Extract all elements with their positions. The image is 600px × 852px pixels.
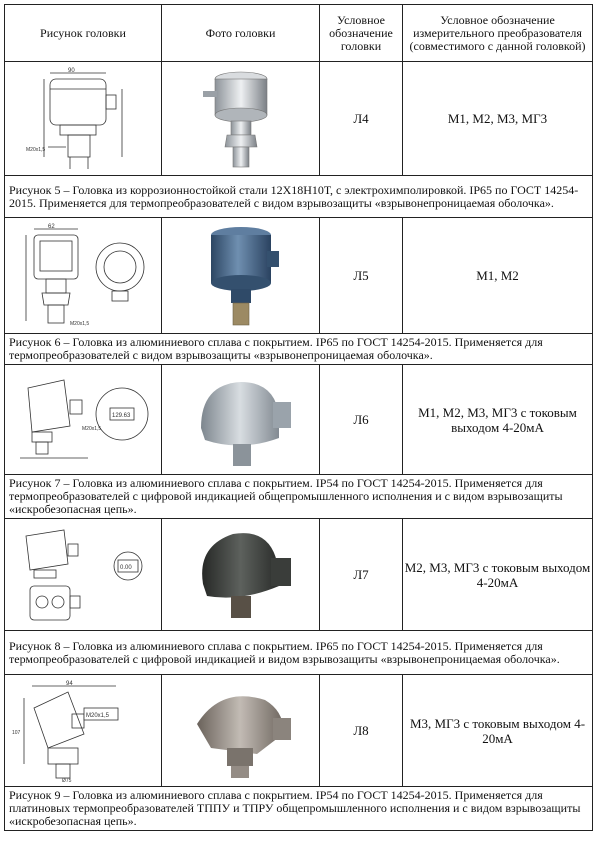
caption-row <box>5 176 593 218</box>
drawing-l5 <box>5 218 162 334</box>
dim-label: 62 <box>48 223 55 230</box>
drawing-l7-icon <box>8 522 158 628</box>
page <box>4 4 596 844</box>
drawing-l4 <box>5 62 162 176</box>
dim-label: 107 <box>12 729 21 736</box>
photo-l7 <box>162 519 320 631</box>
drawing-l4-icon <box>8 65 158 173</box>
code-l5: Л5 <box>320 218 403 334</box>
photo-l4-icon <box>181 65 301 173</box>
photo-l5-icon <box>181 221 301 331</box>
caption-row <box>5 334 593 365</box>
table-row <box>5 62 593 176</box>
table-row <box>5 218 593 334</box>
caption-fig6: Рисунок 6 – Головка из алюминиевого сплава с покрытием. IP65 по ГОСТ 14254-2015. Применяется для термопреобразователей с видом взрывозащиты «взрывонепроницаемая оболочка». <box>5 334 593 365</box>
photo-l8 <box>162 675 320 787</box>
caption-fig5: Рисунок 5 – Головка из коррозионностойкой стали 12Х18Н10Т, с электрохимполировкой. IP65 по ГОСТ 14254-2015. Применяется для термопреобразователей с видом взрывозащиты «взрывонепроницаемая оболочка». <box>5 176 593 218</box>
caption-row <box>5 787 593 831</box>
code-l6: Л6 <box>320 365 403 475</box>
drawing-l7 <box>5 519 162 631</box>
header-code: Условное обозначение головки <box>320 5 403 62</box>
photo-l5 <box>162 218 320 334</box>
caption-row <box>5 631 593 675</box>
dim-label: М20х1,5 <box>26 146 46 153</box>
photo-l6-icon <box>181 368 301 472</box>
table-row <box>5 519 593 631</box>
table-row <box>5 365 593 475</box>
drawing-l6 <box>5 365 162 475</box>
drawing-l8-icon <box>8 678 158 784</box>
photo-l6 <box>162 365 320 475</box>
code-l7: Л7 <box>320 519 403 631</box>
photo-l4 <box>162 62 320 176</box>
dim-label: М20х1,5 <box>70 320 90 327</box>
photo-l8-icon <box>181 678 301 784</box>
code-l8: Л8 <box>320 675 403 787</box>
heads-table <box>4 4 593 831</box>
compat-l8: М3, МГ3 с токовым выходом 4-20мА <box>403 675 593 787</box>
dim-label: М20х1,5 <box>86 712 110 719</box>
drawing-l6-icon <box>8 368 158 472</box>
dim-label: 90 <box>68 67 75 74</box>
caption-fig8: Рисунок 8 – Головка из алюминиевого сплава с покрытием. IP65 по ГОСТ 14254-2015. Применяется для термопреобразователей с цифровой индикацией и видом взрывозащиты «взрывонепроницаемая оболочка». <box>5 631 593 675</box>
header-compat: Условное обозначение измерительного преобразователя (совместимого с данной головкой) <box>403 5 593 62</box>
dim-label: М20х1,5 <box>82 425 102 432</box>
display-readout: 0.00 <box>120 564 132 571</box>
compat-l7: М2, М3, МГ3 с токовым выходом 4-20мА <box>403 519 593 631</box>
compat-l5: М1, М2 <box>403 218 593 334</box>
table-row <box>5 675 593 787</box>
display-readout: 129.63 <box>112 412 131 419</box>
caption-fig7: Рисунок 7 – Головка из алюминиевого сплава с покрытием. IP54 по ГОСТ 14254-2015. Применяется для термопреобразователей с цифровой индикацией общепромышленного исполнения и с видом взрывозащиты «искробезопасная цепь». <box>5 475 593 519</box>
code-l4: Л4 <box>320 62 403 176</box>
table-header-row <box>5 5 593 62</box>
caption-fig9: Рисунок 9 – Головка из алюминиевого сплава с покрытием. IP54 по ГОСТ 14254-2015. Применяется для платиновых термопреобразователей ТППУ и ТПРУ общепромышленного исполнения и с видом взрывозащиты «искробезопасная цепь». <box>5 787 593 831</box>
photo-l7-icon <box>181 522 301 628</box>
dim-label: 94 <box>66 680 73 687</box>
caption-row <box>5 475 593 519</box>
compat-l6: М1, М2, М3, МГ3 с токовым выходом 4-20мА <box>403 365 593 475</box>
header-photo: Фото головки <box>162 5 320 62</box>
header-drawing: Рисунок головки <box>5 5 162 62</box>
compat-l4: М1, М2, М3, МГ3 <box>403 62 593 176</box>
drawing-l8 <box>5 675 162 787</box>
drawing-l5-icon <box>8 221 158 331</box>
dim-label: Ø75 <box>62 777 72 784</box>
